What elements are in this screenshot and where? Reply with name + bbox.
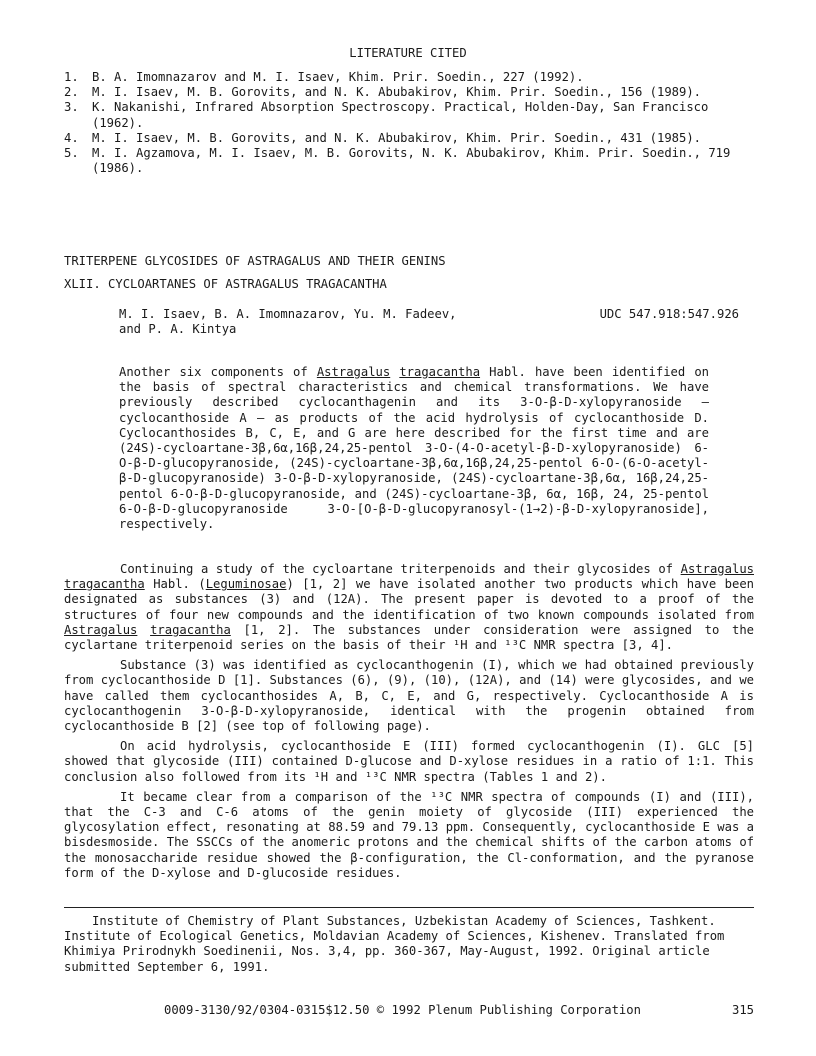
affiliation-line: Institute of Chemistry of Plant Substances, Uzbekistan Academy of Sciences, Tashkent. [92,914,716,928]
reference-item [64,70,764,85]
affiliation-details: Institute of Ecological Genetics, Moldavian Academy of Sciences, Kishenev. Translated from Khimiya Prirodnykh Soedinenii, Nos. 3,4, pp. 360-367, May-August, 1992. Original article submitted September 6, 1991. [64,929,725,974]
body-paragraph: Substance (3) was identified as cyclocanthogenin (I), which we had obtained previously from cyclocanthoside D [1]. Substances (6), (9), (10), (12A), and (14) were glycosides, and we have called them cyclocanthosides A, B, C, E, and G, respectively. Cyclocanthoside A is cyclocanthogenin 3-O-β-D-xylopyranoside, identical with the progenin obtained from cyclocanthoside B [2] (see top of following page). [64,658,754,734]
reference-number: 1. [64,70,79,84]
abstract [119,365,709,532]
species-name: tragacantha [399,365,481,379]
reference-number: 4. [64,130,79,145]
author-names-continued: and P. A. Kintya [119,322,237,337]
reference-list [64,70,764,176]
udc-code: UDC 547.918:547.926 [599,307,739,321]
reference-item [64,100,764,130]
reference-number: 5. [64,146,79,161]
reference-item [64,85,764,100]
literature-cited-heading: LITERATURE CITED [349,46,467,60]
abstract-text: Another six components of [119,365,317,379]
species-name: Astragalus [680,562,754,576]
family-name: Leguminosae [205,577,287,592]
reference-text: B. A. Imomnazarov and M. I. Isaev, Khim. Prir. Soedin., 227 (1992). [92,70,584,84]
author-names: M. I. Isaev, B. A. Imomnazarov, Yu. M. Fadeev, [119,307,457,321]
species-name: Astragalus [316,365,391,379]
article-title: TRITERPENE GLYCOSIDES OF ASTRAGALUS AND THEIR GENINS [64,254,446,268]
body-paragraph: On acid hydrolysis, cyclocanthoside E (III) formed cyclocanthogenin (I). GLC [5] showed that glycoside (III) contained D-glucose and D-xylose residues in a ratio of 1:1. This conclusion also followed from its ¹H and ¹³C NMR spectra (Tables 1 and 2). [64,739,754,784]
species-name: tragacantha [64,577,145,592]
reference-text: M. I. Isaev, M. B. Gorovits, and N. K. Abubakirov, Khim. Prir. Soedin., 156 (1989). [92,85,702,100]
species-name: Astragalus [64,622,138,637]
reference-item [64,146,764,176]
author-block [119,307,739,337]
footnote-divider [64,907,754,908]
reference-item [64,131,764,146]
reference-text: M. I. Isaev, M. B. Gorovits, and N. K. Abubakirov, Khim. Prir. Soedin., 431 (1985). [92,130,702,145]
abstract-text: Habl. have been identified on the basis of spectral characteristics and chemical transformations. We have previously described cyclocanthagenin and its 3-O-β-D-xylopyranoside — cyclocanthoside A — as products of the acid hydrolysis of cyclocanthoside D. Cyclocanthosides B, C, E, and G are here described for the first time and are (24S)-cycloartane-3β,6α,16β,24,25-pentol 3-O-(4-O-acetyl-β-D-xylopyranoside) 6-O-β-D-glucopyranoside, (24S)-cycloartane-3β,6α,16β,24,25-pentol 6-O-(6-O-acetyl-β-D-glucopyranoside) 3-O-β-D-xylopyranoside, (24S)-cycloartane-3β,6α, 16β,24,25-pentol 6-O-β-D-glucopyranoside, and (24S)-cycloartane-3β, 6α, 16β, 24, 25-pentol 6-O-β-D-glucopyranoside 3-O-[O-β-D-glucopyranosyl-(1→2)-β-D-xylopyranoside], respectively. [119,365,709,532]
reference-number: 2. [64,85,79,100]
article-body [64,562,754,886]
reference-text: K. Nakanishi, Infrared Absorption Spectroscopy. Practical, Holden-Day, San Francisco (1962). [92,100,709,130]
page-number: 315 [731,1003,754,1017]
reference-text: M. I. Agzamova, M. I. Isaev, M. B. Gorovits, N. K. Abubakirov, Khim. Prir. Soedin., 719 (1986). [92,146,731,176]
body-paragraph: Continuing a study of the cycloartane triterpenoids and their glycosides of Astragalus tragacantha Habl. (Leguminosae) [1, 2] we have isolated another two products which have been designated as substances (3) and (12A). The present paper is devoted to a proof of the structures of four new compounds and the identification of two known compounds isolated from Astragalus tragacantha [1, 2]. The substances under consideration were assigned to the cyclartane triterpenoid series on the basis of their ¹H and ¹³C NMR spectra [3, 4]. [64,562,754,653]
species-name: tragacantha [150,622,231,637]
affiliation-footnote [64,914,754,975]
article-subtitle: XLII. CYCLOARTANES OF ASTRAGALUS TRAGACANTHA [64,277,387,291]
body-paragraph: It became clear from a comparison of the ¹³C NMR spectra of compounds (I) and (III), that the C-3 and C-6 atoms of the genin moiety of glycoside (III) experienced the glycosylation effect, resonating at 88.59 and 79.13 ppm. Consequently, cyclocanthoside E was a bisdesmoside. The SSCCs of the anomeric protons and the chemical shifts of the carbon atoms of the monosaccharide residue showed the β-configuration, the Cl-conformation, and the pyranose form of the D-xylose and D-glucoside residues. [64,789,754,880]
reference-number: 3. [64,100,79,115]
copyright-code: 0009-3130/92/0304-0315$12.50 © 1992 Plenum Publishing Corporation [164,1003,641,1017]
